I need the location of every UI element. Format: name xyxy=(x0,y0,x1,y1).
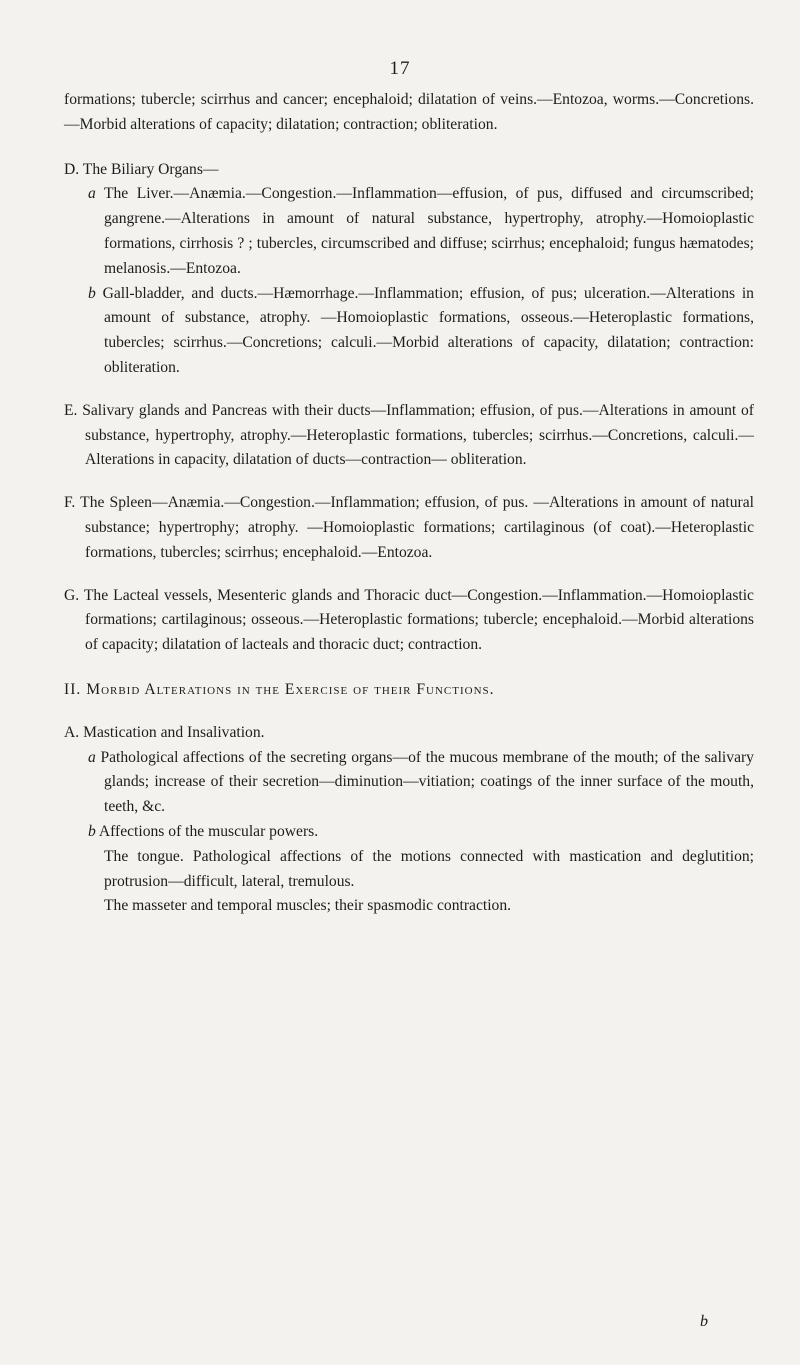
section-d-heading xyxy=(64,158,754,183)
section-d-item-a-text: The Liver.—Anæmia.—Congestion.—Inflammation—effusion, of pus, diffused and circumscribed; gangrene.—Alterations in amount of natural substance, hypertrophy, atrophy.—Homoioplastic formations, cirrhosis ? ; tubercles, circumscribed and diffuse; scirrhus; encephaloid; fungus hæmatodes; melanosis.—Entozoa. xyxy=(103,185,754,277)
section-g xyxy=(64,584,754,658)
section-a-item-b xyxy=(64,820,754,845)
section-e-text: Salivary glands and Pancreas with their ducts—Inflammation; effusion, of pus.—Alterations in amount of substance, hypertrophy, atrophy.—Heteroplastic formations, tubercles; scirrhus.—Concretions, calculi.—Alterations in capacity, dilatation of ducts—contraction— obliteration. xyxy=(82,401,754,469)
section-d-item-b-text: Gall-bladder, and ducts.—Hæmorrhage.—Inflammation; effusion, of pus; ulceration.—Alterations in amount of substance, atrophy. —Homoioplastic formations, osseous.—Heteroplastic formations, tubercles; scirrhus.—Concretions; calculi.—Morbid alterations of capacity, dilatation; contraction: obliteration. xyxy=(102,284,754,376)
section-d-item-a xyxy=(64,182,754,281)
section-f xyxy=(64,491,754,565)
signature-mark: b xyxy=(700,1313,708,1330)
section-ii-title: Morbid Alterations in the Exercise of their Functions. xyxy=(86,680,495,698)
section-g-label: G. xyxy=(64,586,80,604)
section-ii-numeral: II. xyxy=(64,680,82,698)
section-e xyxy=(64,399,754,473)
item-marker: a xyxy=(88,185,96,203)
section-f-label: F. xyxy=(64,494,76,512)
section-a-item-b-text: Affections of the muscular powers. xyxy=(98,822,319,840)
section-a-item-a-text: Pathological affections of the secreting organs—of the mucous membrane of the mouth; of the salivary glands; increase of their secretion—diminution—vitiation; coatings of the inner surface of the mouth, teeth, &c. xyxy=(100,748,754,816)
section-g-text: The Lacteal vessels, Mesenteric glands and Thoracic duct—Congestion.—Inflammation.—Homoioplastic formations; cartilaginous; osseous.—Heteroplastic formations; tubercle; encephaloid.—Morbid alterations of capacity; dilatation of lacteals and thoracic duct; contraction. xyxy=(83,586,754,654)
section-e-label: E. xyxy=(64,401,78,419)
item-marker: b xyxy=(88,822,96,840)
section-a-item-a xyxy=(64,746,754,820)
tongue-paragraph: The tongue. Pathological affections of the motions connected with mastication and deglutition; protrusion—difficult, lateral, tremulous. xyxy=(104,847,754,890)
section-a-title: Mastication and Insalivation. xyxy=(83,723,265,741)
section-ii-heading xyxy=(64,678,754,703)
section-d-label: D. xyxy=(64,160,80,178)
intro-paragraph: formations; tubercle; scirrhus and cancer; encephaloid; dilatation of veins.—Entozoa, worms.—Concretions.—Morbid alterations of capacity; dilatation; contraction; obliteration. xyxy=(64,91,754,133)
section-a-label: A. xyxy=(64,723,80,741)
section-a-heading xyxy=(64,721,754,746)
item-marker: a xyxy=(88,748,96,766)
section-d-item-b xyxy=(64,282,754,381)
masseter-paragraph: The masseter and temporal muscles; their spasmodic contraction. xyxy=(104,897,512,915)
item-marker: b xyxy=(88,284,96,302)
page-number: 17 xyxy=(389,58,411,79)
page-text xyxy=(64,88,754,919)
section-f-text: The Spleen—Anæmia.—Congestion.—Inflammation; effusion, of pus. —Alterations in amount of natural substance; hypertrophy; atrophy. —Homoioplastic formations; cartilaginous (of coat).—Heteroplastic formations, tubercles; scirrhus; encephaloid.—Entozoa. xyxy=(80,494,754,561)
section-d-title: The Biliary Organs— xyxy=(82,160,219,178)
